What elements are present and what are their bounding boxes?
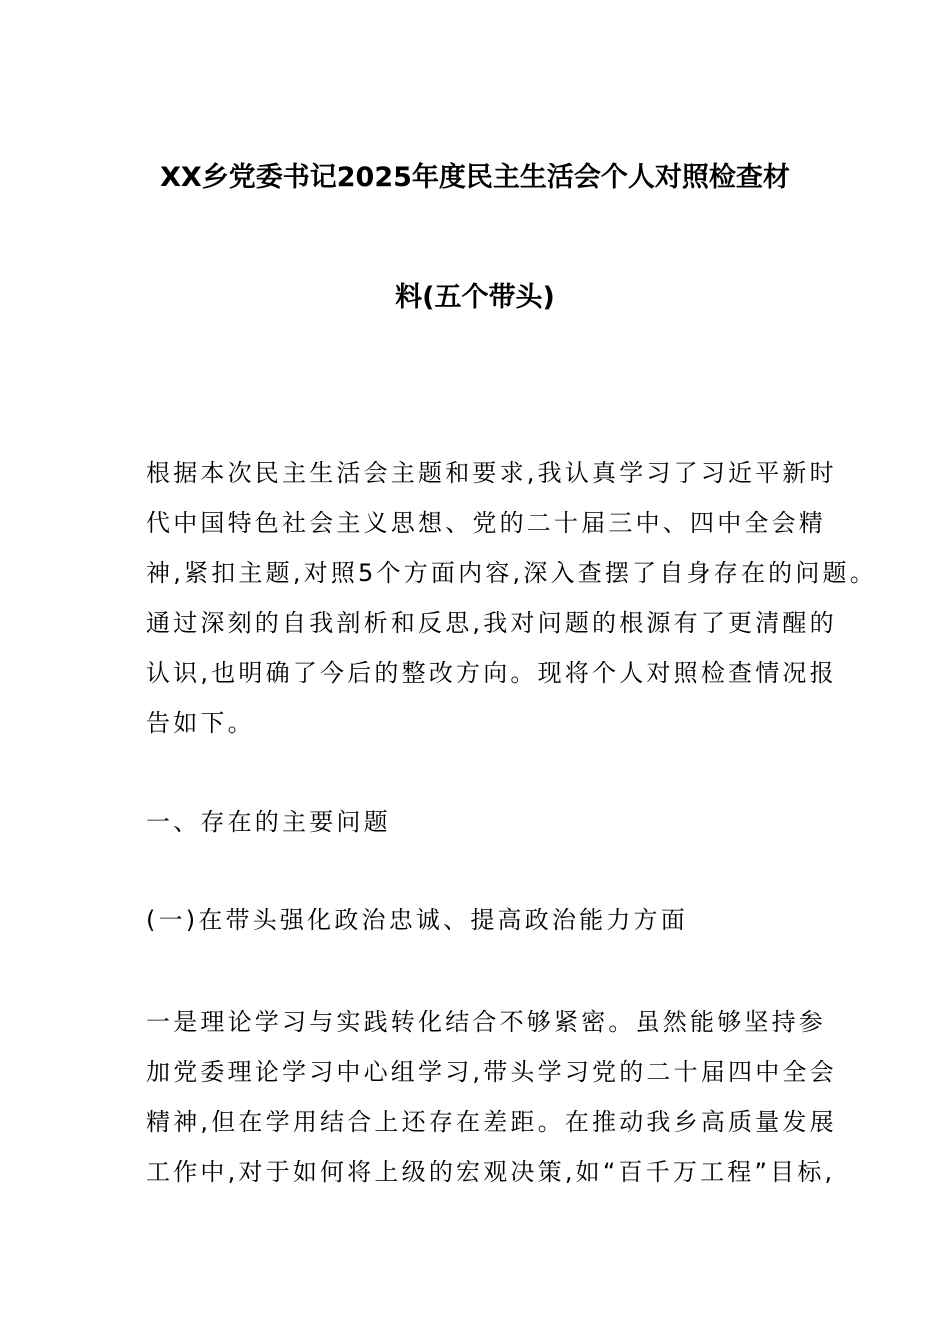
paragraph-line: 根据本次民主生活会主题和要求,我认真学习了习近平新时	[146, 459, 837, 487]
paragraph-line: 精神,但在学用结合上还存在差距。在推动我乡高质量发展	[146, 1108, 837, 1136]
paragraph-line: 一是理论学习与实践转化结合不够紧密。虽然能够坚持参	[146, 1008, 826, 1036]
document-title-line-1: XX乡党委书记2025年度民主生活会个人对照检查材	[160, 162, 790, 193]
section-heading-text: 一、存在的主要问题	[146, 808, 391, 836]
subsection-heading-text: (一)在带头强化政治忠诚、提高政治能力方面	[146, 906, 688, 934]
point-one-paragraph	[146, 997, 837, 1197]
paragraph-line: 代中国特色社会主义思想、党的二十届三中、四中全会精	[146, 509, 826, 537]
section-heading	[146, 797, 816, 847]
paragraph-line: 工作中,对于如何将上级的宏观决策,如“百千万工程”目标,	[146, 1158, 836, 1186]
paragraph-line: 神,紧扣主题,对照5个方面内容,深入查摆了自身存在的问题。	[146, 559, 877, 587]
paragraph-line: 认识,也明确了今后的整改方向。现将个人对照检查情况报	[146, 659, 837, 687]
document-title-line-2: 料(五个带头)	[395, 282, 555, 313]
paragraph-line: 加党委理论学习中心组学习,带头学习党的二十届四中全会	[146, 1058, 837, 1086]
intro-paragraph	[146, 448, 877, 748]
paragraph-line: 通过深刻的自我剖析和反思,我对问题的根源有了更清醒的	[146, 609, 837, 637]
paragraph-line: 告如下。	[146, 709, 255, 737]
subsection-heading	[146, 895, 816, 945]
